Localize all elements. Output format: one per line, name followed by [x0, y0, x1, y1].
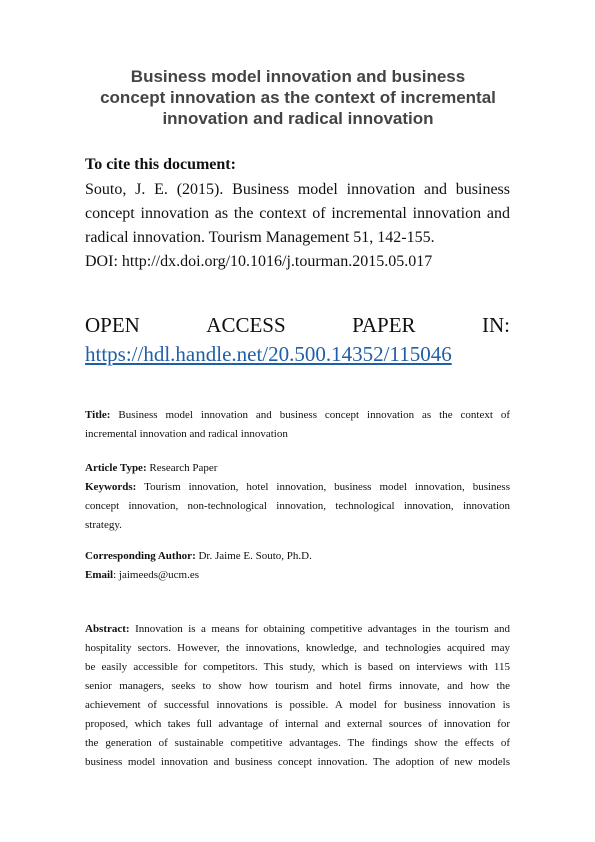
- title-line: concept innovation as the context of incremental: [100, 88, 496, 107]
- open-access-word: OPEN: [85, 313, 140, 337]
- author-line: [85, 547, 510, 566]
- abstract-line: the generation of sustainable competitive advantages. The findings show the effects of: [85, 737, 510, 749]
- meta-title-text: Business model innovation and business concept innovation as the context of: [118, 409, 510, 421]
- meta-title-line: incremental innovation and radical innovation: [85, 428, 288, 440]
- abstract-line: proposed, which takes full advantage of internal and external sources of innovation for: [85, 718, 510, 730]
- abstract-line: [85, 620, 510, 639]
- title-line: Business model innovation and business: [130, 67, 466, 86]
- article-type-line: [85, 459, 510, 478]
- meta-title-block: [85, 406, 510, 444]
- handle-link[interactable]: https://hdl.handle.net/20.500.14352/115046: [85, 342, 452, 366]
- meta-author-block: [85, 547, 510, 585]
- paper-title: [72, 66, 524, 129]
- open-access-word: PAPER: [352, 313, 416, 337]
- abstract-text: Innovation is a means for obtaining competitive advantages in the tourism and: [135, 623, 511, 635]
- abstract-line: senior managers, seeks to show how tourism and hotel firms innovate, and how the: [85, 680, 510, 692]
- email-label: Email: [85, 569, 114, 581]
- doi-line: DOI: http://dx.doi.org/10.1016/j.tourman.2015.05.017: [85, 253, 433, 270]
- citation-line: Souto, J. E. (2015). Business model innovation and business: [85, 181, 510, 198]
- keywords-line: concept innovation, non-technological innovation, technological innovation, innovation: [85, 500, 510, 512]
- keywords-line: [85, 478, 510, 497]
- abstract-block: [85, 620, 510, 772]
- keywords-label: Keywords:: [85, 481, 137, 493]
- open-access-heading: [85, 312, 510, 338]
- citation-line: concept innovation as the context of incremental innovation and: [85, 205, 510, 222]
- meta-title-line: [85, 406, 510, 425]
- meta-keywords-block: [85, 459, 510, 535]
- meta-title-label: Title:: [85, 409, 111, 421]
- email-value: : jaimeeds@ucm.es: [113, 569, 200, 581]
- title-line: innovation and radical innovation: [162, 109, 434, 128]
- cite-heading: To cite this document:: [85, 156, 236, 173]
- open-access-word: ACCESS: [206, 313, 286, 337]
- citation-block: [85, 178, 510, 274]
- email-line: [85, 566, 510, 585]
- open-access-word: IN:: [481, 313, 510, 337]
- keywords-line: strategy.: [85, 519, 122, 531]
- article-type-value: Research Paper: [149, 462, 218, 474]
- keywords-text: Tourism innovation, hotel innovation, business model innovation, business: [144, 481, 510, 493]
- author-label: Corresponding Author:: [85, 550, 196, 562]
- abstract-line: achievement of successful innovations is possible. A model for business innovation is: [85, 699, 510, 711]
- article-type-label: Article Type:: [85, 462, 147, 474]
- author-name: Dr. Jaime E. Souto, Ph.D.: [198, 550, 312, 562]
- abstract-label: Abstract:: [85, 623, 130, 635]
- abstract-line: business model innovation and business concept innovation. The adoption of new models: [85, 756, 510, 768]
- abstract-line: be easily accessible for competitors. This study, which is based on interviews with 115: [85, 661, 510, 673]
- abstract-line: hospitality sectors. However, the innovations, knowledge, and technologies acquired may: [85, 642, 510, 654]
- citation-line: radical innovation. Tourism Management 51, 142-155.: [85, 229, 435, 246]
